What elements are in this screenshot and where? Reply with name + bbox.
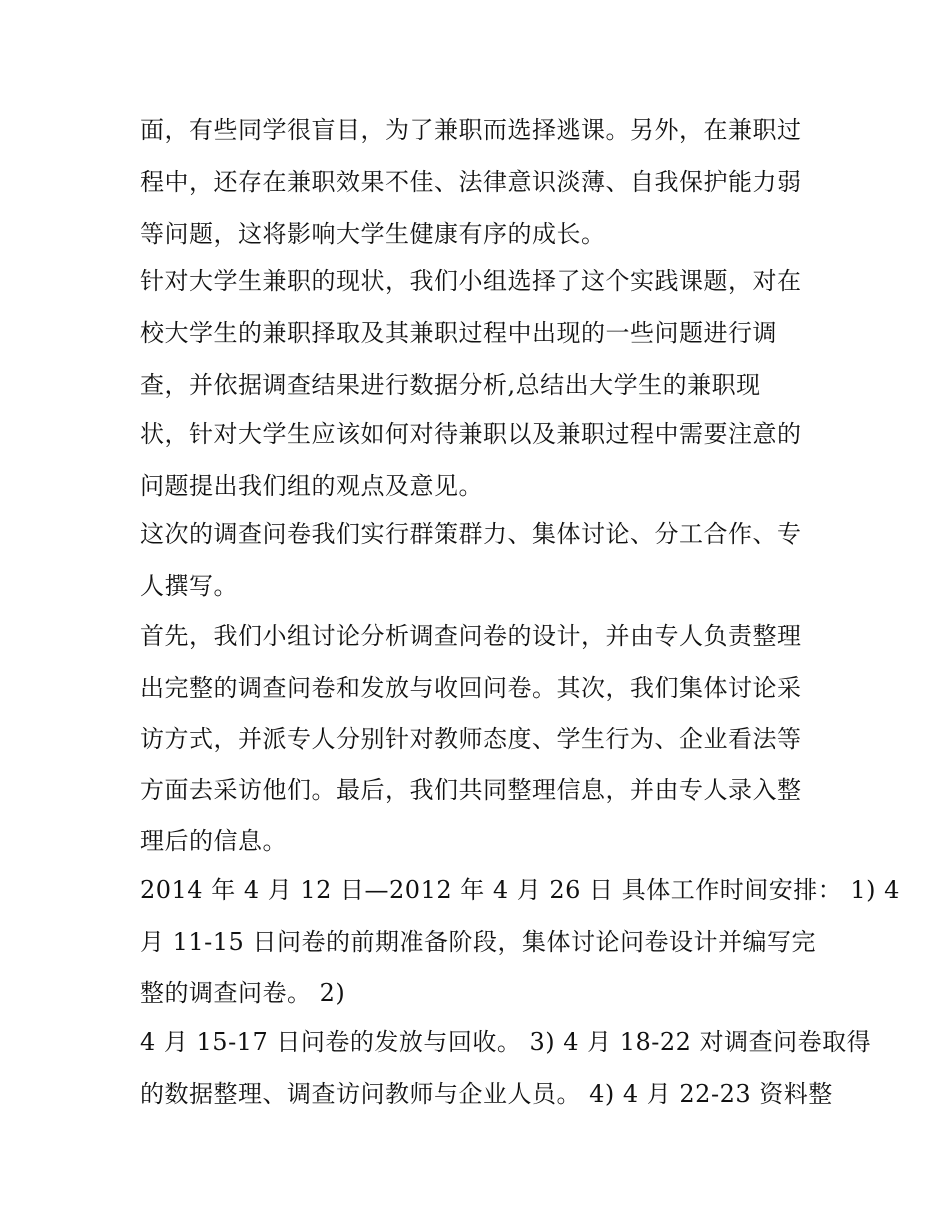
text-line: 面，有些同学很盲目，为了兼职而选择逃课。另外，在兼职过	[140, 116, 802, 144]
text-line: 2014 年 4 月 12 日—2012 年 4 月 26 日 具体工作时间安排： 1) 4	[140, 876, 900, 904]
text-line: 问题提出我们组的观点及意见。	[140, 472, 483, 500]
text-line: 整的调查问卷。 2)	[140, 979, 346, 1007]
text-line: 出完整的调查问卷和发放与收回问卷。其次，我们集体讨论采	[140, 674, 802, 702]
text-line: 理后的信息。	[140, 827, 287, 855]
text-line: 首先，我们小组讨论分析调查问卷的设计，并由专人负责整理	[140, 622, 802, 650]
text-line: 等问题，这将影响大学生健康有序的成长。	[140, 220, 606, 248]
text-line: 4 月 15-17 日问卷的发放与回收。 3) 4 月 18-22 对调查问卷取得	[140, 1028, 872, 1056]
text-line: 人撰写。	[140, 572, 238, 600]
text-line: 查，并依据调查结果进行数据分析,总结出大学生的兼职现	[140, 371, 761, 399]
text-line: 访方式，并派专人分别针对教师态度、学生行为、企业看法等	[140, 725, 802, 753]
text-line: 针对大学生兼职的现状，我们小组选择了这个实践课题，对在	[140, 267, 802, 295]
text-line: 程中，还存在兼职效果不佳、法律意识淡薄、自我保护能力弱	[140, 168, 802, 196]
text-line: 方面去采访他们。最后，我们共同整理信息，并由专人录入整	[140, 776, 802, 804]
text-line: 校大学生的兼职择取及其兼职过程中出现的一些问题进行调	[140, 319, 777, 347]
text-line: 月 11-15 日问卷的前期准备阶段，集体讨论问卷设计并编写完	[140, 928, 816, 956]
text-line: 的数据整理、调查访问教师与企业人员。 4) 4 月 22-23 资料整	[140, 1080, 833, 1108]
text-line: 状，针对大学生应该如何对待兼职以及兼职过程中需要注意的	[140, 420, 802, 448]
text-line: 这次的调查问卷我们实行群策群力、集体讨论、分工合作、专	[140, 520, 802, 548]
